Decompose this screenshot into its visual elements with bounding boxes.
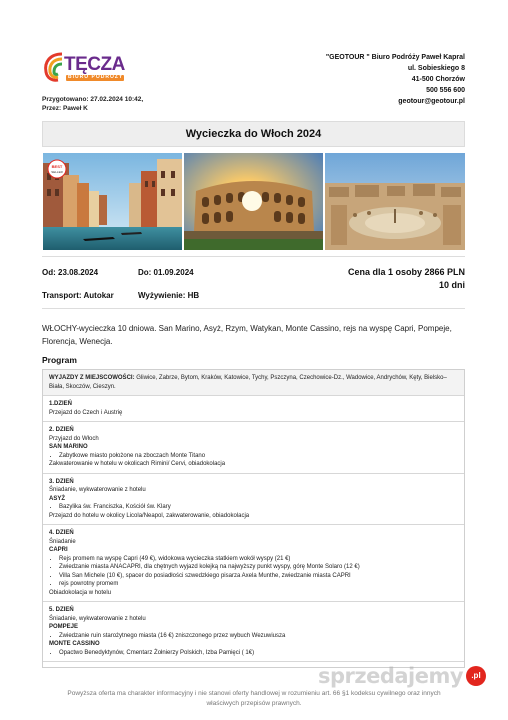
day-5-bullet: • Opactwo Benedyktynów, Cmentarz Żołnierzy Polskich, Izba Pamięci ( 1€): [59, 649, 458, 658]
day-4-row: [43, 525, 464, 602]
departures-label: WYJAZDY Z MIEJSCOWOŚCI:: [49, 375, 135, 381]
day-2-list: [49, 452, 458, 461]
vatican-photo: [325, 153, 465, 250]
prepared-date: Przygotowano: 27.02.2024 10:42,: [42, 96, 144, 103]
day-3-text: Śniadanie, wykwaterowanie z hotelu: [49, 487, 146, 493]
day-5-list-2: [49, 649, 458, 658]
logo-tagline: BIURO PODRÓŻY: [68, 74, 124, 80]
company-phone: 500 556 600: [426, 87, 465, 94]
price-per-person: Cena dla 1 osoby 2866 PLN: [347, 267, 465, 277]
divider: [42, 256, 465, 257]
day-5-place-2: MONTE CASSINO: [49, 641, 100, 647]
day-3-after: Przejazd do hotelu w okolicy Licola/Neapol, zakwaterowanie, obiadokolacja: [49, 512, 250, 519]
day-4-bullet: • Zwiedzanie miasta ANACAPRI, dla chętnych wyjazd kolejką na najwyższy punkt wyspy, górę Monte Solaro (12 €): [59, 563, 458, 572]
day-4-bullet: • Rejs promem na wyspę Capri (49 €), widokowa wycieczka statkiem wokół wyspy (21 €): [59, 555, 458, 564]
day-4-after: Obiadokolacja w hotelu: [49, 589, 112, 596]
company-street: ul. Sobieskiego 8: [407, 65, 465, 72]
day-5-place: POMPEJE: [49, 624, 79, 630]
colosseum-photo: [184, 153, 323, 250]
legal-disclaimer: [40, 689, 468, 709]
logo-brand: TĘCZA: [64, 54, 125, 75]
day-4-title: 4. DZIEŃ: [49, 530, 74, 536]
offer-title: Wycieczka do Włoch 2024: [42, 121, 465, 147]
board-type: Wyżywienie: HB: [138, 291, 200, 300]
departures-text: Gliwice, Zabrze, Bytom, Kraków, Katowice, Tychy, Pszczyna, Czechowice-Dz., Wadowice, Andrychów, Kęty, Bielsko–Biała, Skoczów, Cieszyn.: [49, 375, 447, 390]
day-4-bullet: • Villa San Michele (10 €), spacer do posiadłości szwedzkiego pisarza Axela Munthe, zwiedzanie miasta CAPRI: [59, 572, 458, 581]
date-from: Od: 23.08.2024: [42, 268, 99, 277]
day-4-text: Śniadanie: [49, 538, 76, 545]
prepared-info: [42, 95, 143, 113]
day-2-text: Przyjazd do Włoch: [49, 435, 99, 442]
day-5-text: Śniadanie, wykwaterowanie z hotelu: [49, 615, 146, 622]
rainbow-swirl-icon: [42, 50, 66, 84]
divider: [42, 308, 465, 309]
day-1-text: Przejazd do Czech i Austrię: [49, 409, 123, 416]
company-address: [326, 52, 465, 107]
day-2-place: SAN MARINO: [49, 444, 88, 450]
company-name: "GEOTOUR " Biuro Podróży Paweł Kapral: [325, 54, 465, 61]
day-5-row: [43, 602, 464, 662]
departures-row: [43, 370, 464, 396]
day-2-title: 2. DZIEŃ: [49, 427, 74, 433]
day-4-bullet: • rejs powrotny promem: [59, 580, 458, 589]
venice-photo: [43, 153, 182, 250]
day-3-title: 3. DZIEŃ: [49, 478, 74, 485]
trip-duration: 10 dni: [438, 280, 465, 290]
date-to: Do: 01.09.2024: [138, 268, 194, 277]
day-3-row: [43, 474, 464, 526]
day-5-list: [49, 632, 458, 641]
day-1-title: 1.DZIEŃ: [49, 401, 73, 407]
company-email[interactable]: geotour@geotour.pl: [398, 98, 465, 105]
badge-top: BEST: [51, 164, 63, 169]
day-3-list: [49, 503, 458, 512]
disclaimer-line-1: Powyższa oferta ma charakter informacyjny i nie stanowi oferty handlowej w rozumieniu art. 66 §1 kodeksu cywilnego oraz innych: [67, 690, 441, 697]
trip-description: WŁOCHY-wycieczka 10 dniowa. San Marino, Asyż, Rzym, Watykan, Monte Cassino, rejs na wyspę Capri, Pompeje, Florencja, Wenecja.: [42, 324, 452, 346]
company-city: 41-500 Chorzów: [411, 76, 465, 83]
day-2-bullet: • Zabytkowe miasto położone na zboczach Monte Titano: [59, 452, 458, 461]
transport: Transport: Autokar: [42, 291, 114, 300]
program-heading: Program: [42, 355, 77, 365]
company-logo: [42, 50, 126, 86]
program-table: [42, 369, 465, 668]
day-4-place: CAPRI: [49, 547, 68, 553]
site-watermark: [318, 664, 490, 690]
day-5-title: 5. DZIEŃ: [49, 607, 74, 613]
price-block: [348, 266, 465, 292]
prepared-by: Przez: Paweł K: [42, 105, 88, 112]
day-4-list: [49, 555, 458, 589]
day-2-after: Zakwaterowanie w hotelu w okolicach Rimini/ Cervi, obiadokolacja: [49, 461, 226, 467]
best-seller-badge: [48, 160, 66, 178]
day-5-bullet: • Zwiedzanie ruin starożytnego miasta (16 €) zniszczonego przez wybuch Wezuwiusza: [59, 632, 458, 641]
day-2-row: [43, 422, 464, 474]
badge-bottom: SELLER: [51, 170, 63, 174]
day-3-place: ASYŻ: [49, 495, 66, 502]
watermark-badge: .pl: [466, 666, 486, 686]
day-3-bullet: • Bazylika św. Franciszka, Kościół św. Klary: [59, 503, 458, 512]
watermark-text: sprzedajemy: [318, 664, 464, 688]
disclaimer-line-2: właściwych przepisów prawnych.: [206, 700, 302, 707]
day-1-row: [43, 396, 464, 422]
